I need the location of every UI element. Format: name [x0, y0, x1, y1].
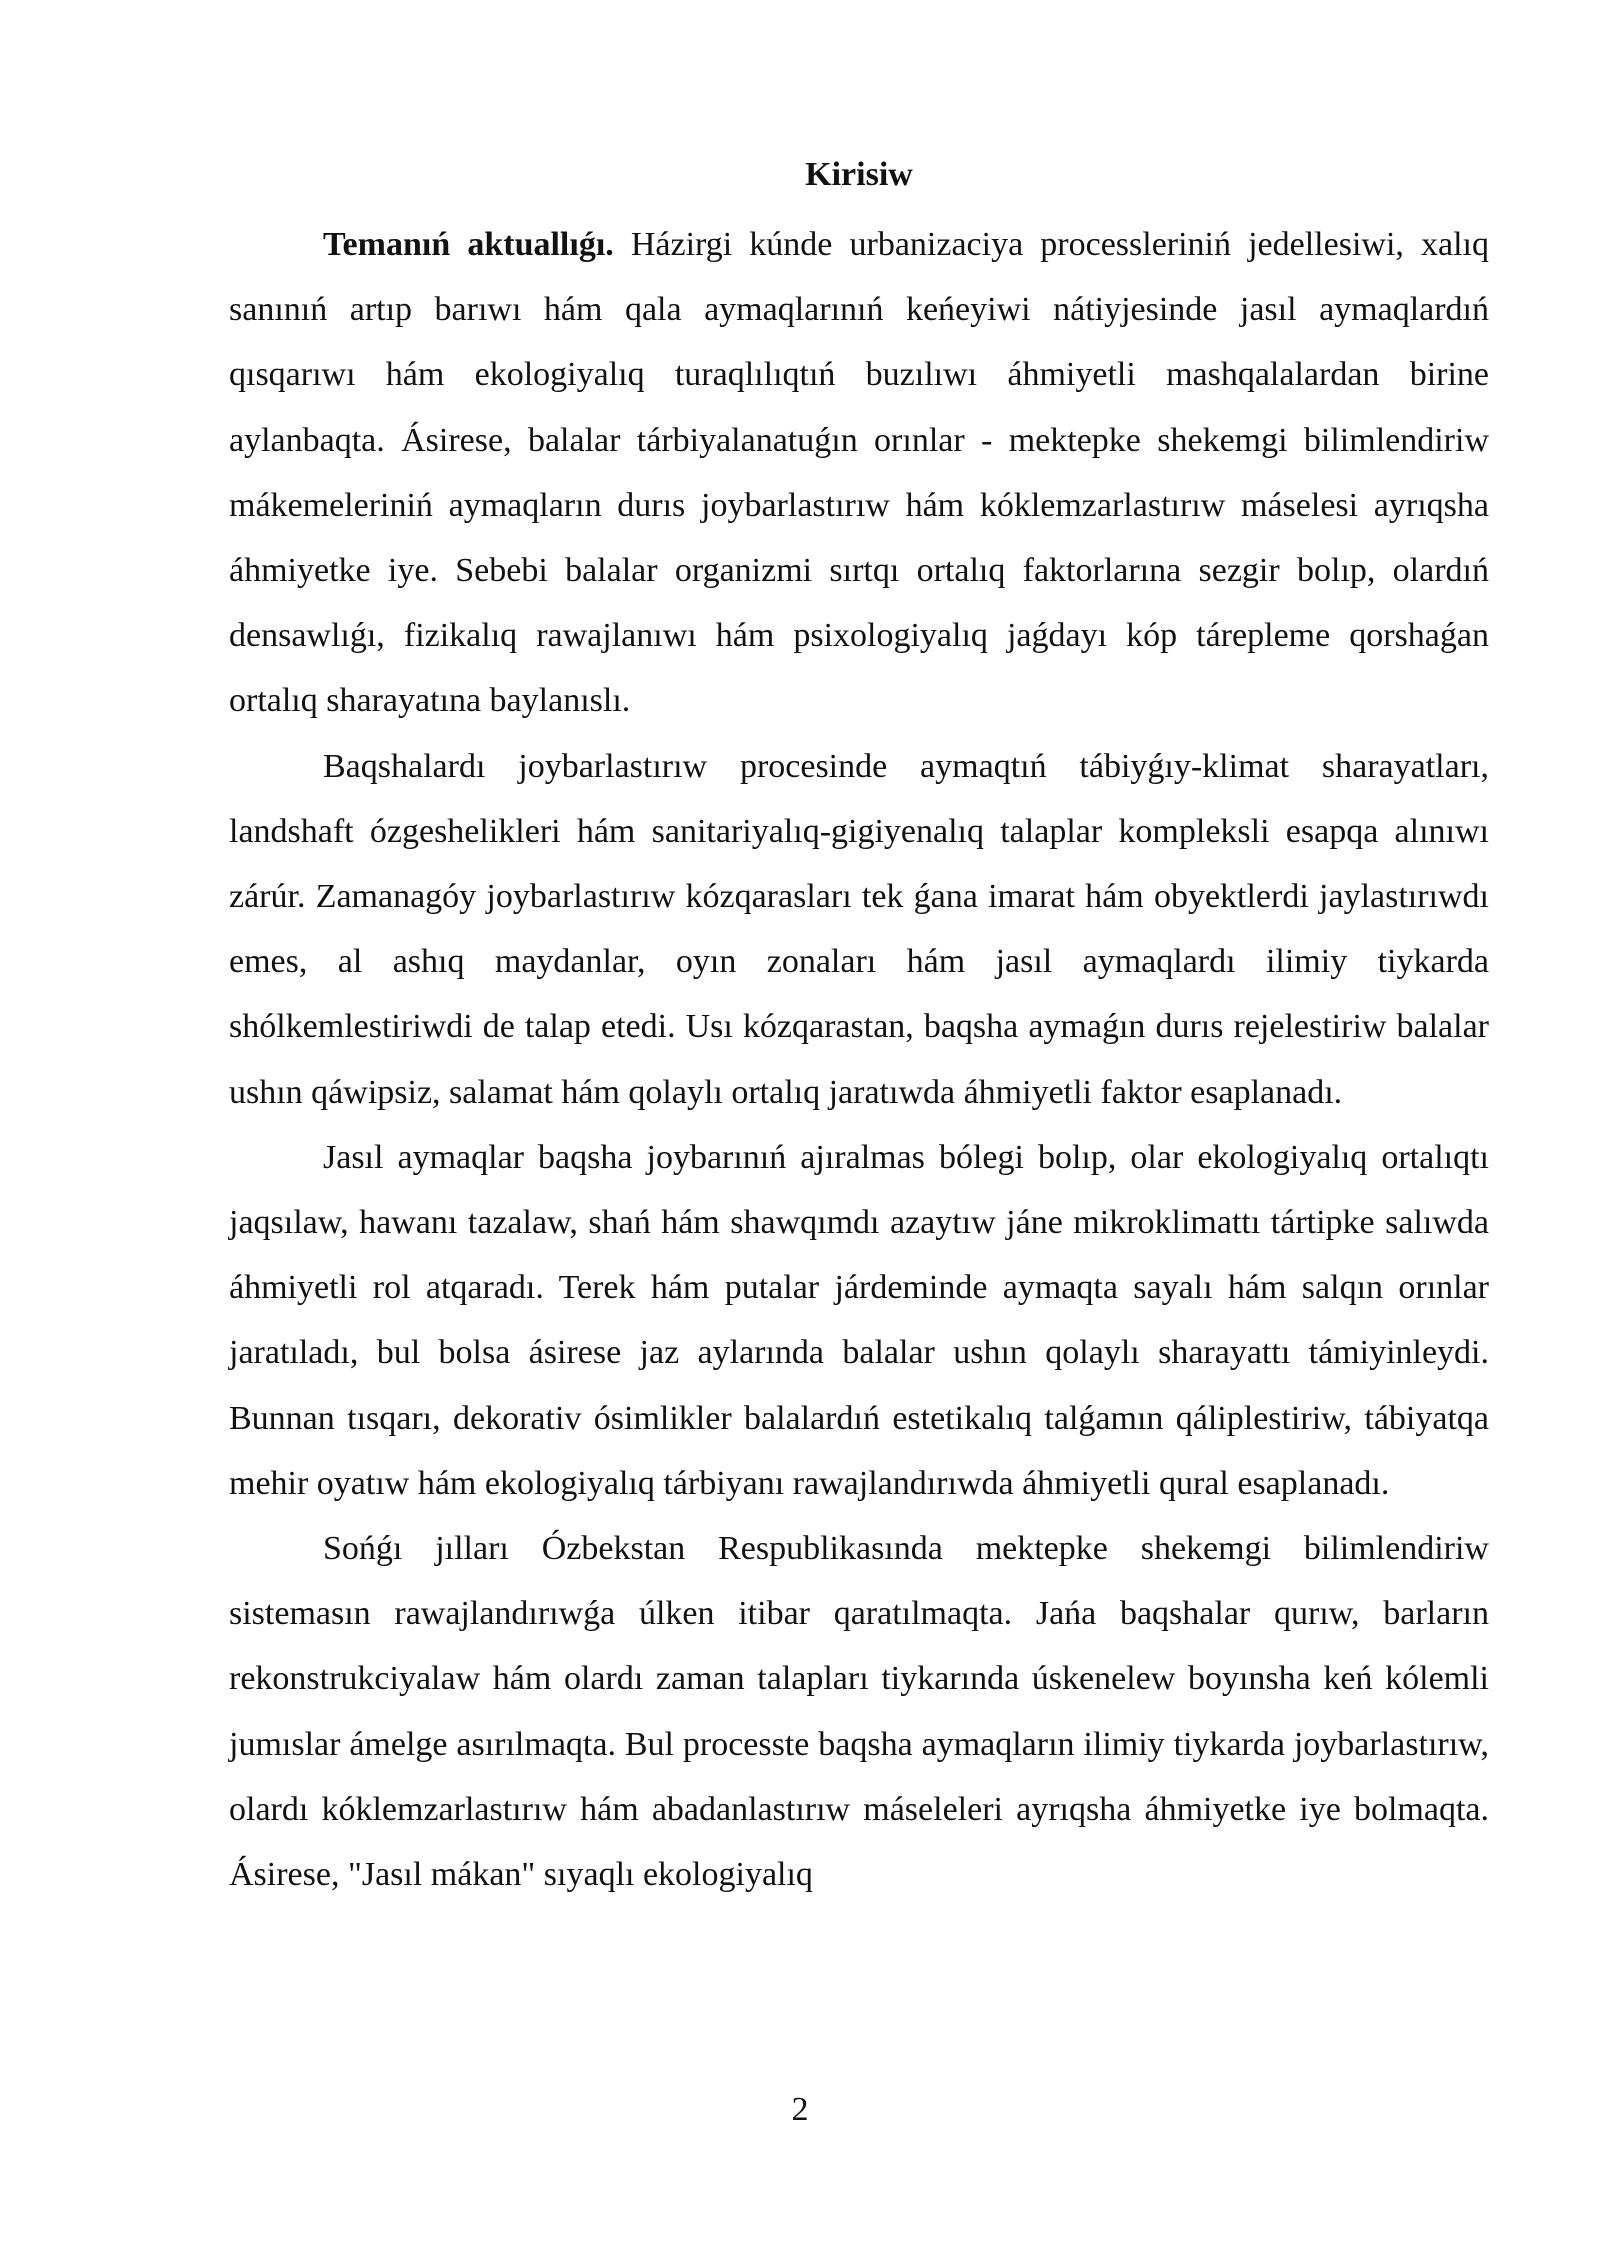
paragraph-text: Jasıl aymaqlar baqsha joybarınıń ajıralmas bólegi bolıp, olar ekologiyalıq ortalıqtı jaqsılaw, hawanı tazalaw, shań hám shawqımdı azaytıw jáne mikroklimattı tártipke salıwda áhmiyetli rol atqaradı. Terek hám putalar járdeminde aymaqta sayalı hám salqın orınlar jaratıladı, bul bolsa ásirese jaz aylarında balalar ushın qolaylı sharayattı támiyinleydi. Bunnan tısqarı, dekorativ ósimlikler balalardıń estetikalıq talǵamın qáliplestiriw, tábiyatqa mehir oyatıw hám ekologiyalıq tárbiyanı rawajlandırıwda áhmiyetli qural esaplanadı. [229, 1138, 1489, 1502]
paragraph-planning [229, 734, 1489, 1125]
paragraph-green-areas [229, 1125, 1489, 1516]
paragraph-relevance [229, 212, 1489, 734]
paragraph-text: Baqshalardı joybarlastırıw procesinde aymaqtıń tábiyǵıy-klimat sharayatları, landshaft ózgeshelikleri hám sanitariyalıq-gigiyenalıq talaplar kompleksli esapqa alınıwı zárúr. Zamanagóy joybarlastırıw kózqarasları tek ǵana imarat hám obyektlerdi jaylastırıwdı emes, al ashıq maydanlar, oyın zonaları hám jasıl aymaqlardı ilimiy tiykarda shólkemlestiriwdi de talap etedi. Usı kózqarastan, baqsha aymaǵın durıs rejelestiriw balalar ushın qáwipsiz, salamat hám qolaylı ortalıq jaratıwda áhmiyetli faktor esaplanadı. [229, 747, 1489, 1111]
paragraph-lead: Temanıń aktuallıǵı. [323, 226, 614, 263]
paragraph-recent-years [229, 1516, 1489, 1907]
page-content [229, 146, 1489, 1907]
paragraph-text: Sońǵı jılları Ózbekstan Respublikasında mektepke shekemgi bilimlendiriw sistemasın rawajlandırıwǵa úlken itibar qaratılmaqta. Jańa baqshalar qurıw, barların rekonstrukciyalaw hám olardı zaman talapları tiykarında úskenelew boyınsha keń kólemli jumıslar ámelge asırılmaqta. Bul processte baqsha aymaqların ilimiy tiykarda joybarlastırıw, olardı kóklemzarlastırıw hám abadanlastırıw máseleleri ayrıqsha áhmiyetke iye bolmaqta. Ásirese, "Jasıl mákan" sıyaqlı ekologiyalıq [229, 1530, 1489, 1894]
page-number: 2 [791, 2091, 809, 2128]
section-heading: Kirisiw [805, 156, 913, 193]
paragraph-text: Házirgi kúnde urbanizaciya processleriniń jedellesiwi, xalıq sanınıń artıp barıwı hám qala aymaqlarınıń keńeyiwi nátiyjesinde jasıl aymaqlardıń qısqarıwı hám ekologiyalıq turaqlılıqtıń buzılıwı áhmiyetli mashqalalardan birine aylanbaqta. Ásirese, balalar tárbiyalanatuǵın orınlar - mektepke shekemgi bilimlendiriw mákemeleriniń aymaqların durıs joybarlastırıw hám kóklemzarlastırıw máselesi ayrıqsha áhmiyetke iye. Sebebi balalar organizmi sırtqı ortalıq faktorlarına sezgir bolıp, olardıń densawlıǵı, fizikalıq rawajlanıwı hám psixologiyalıq jaǵdayı kóp tárepleme qorshaǵan ortalıq sharayatına baylanıslı. [229, 226, 1489, 720]
